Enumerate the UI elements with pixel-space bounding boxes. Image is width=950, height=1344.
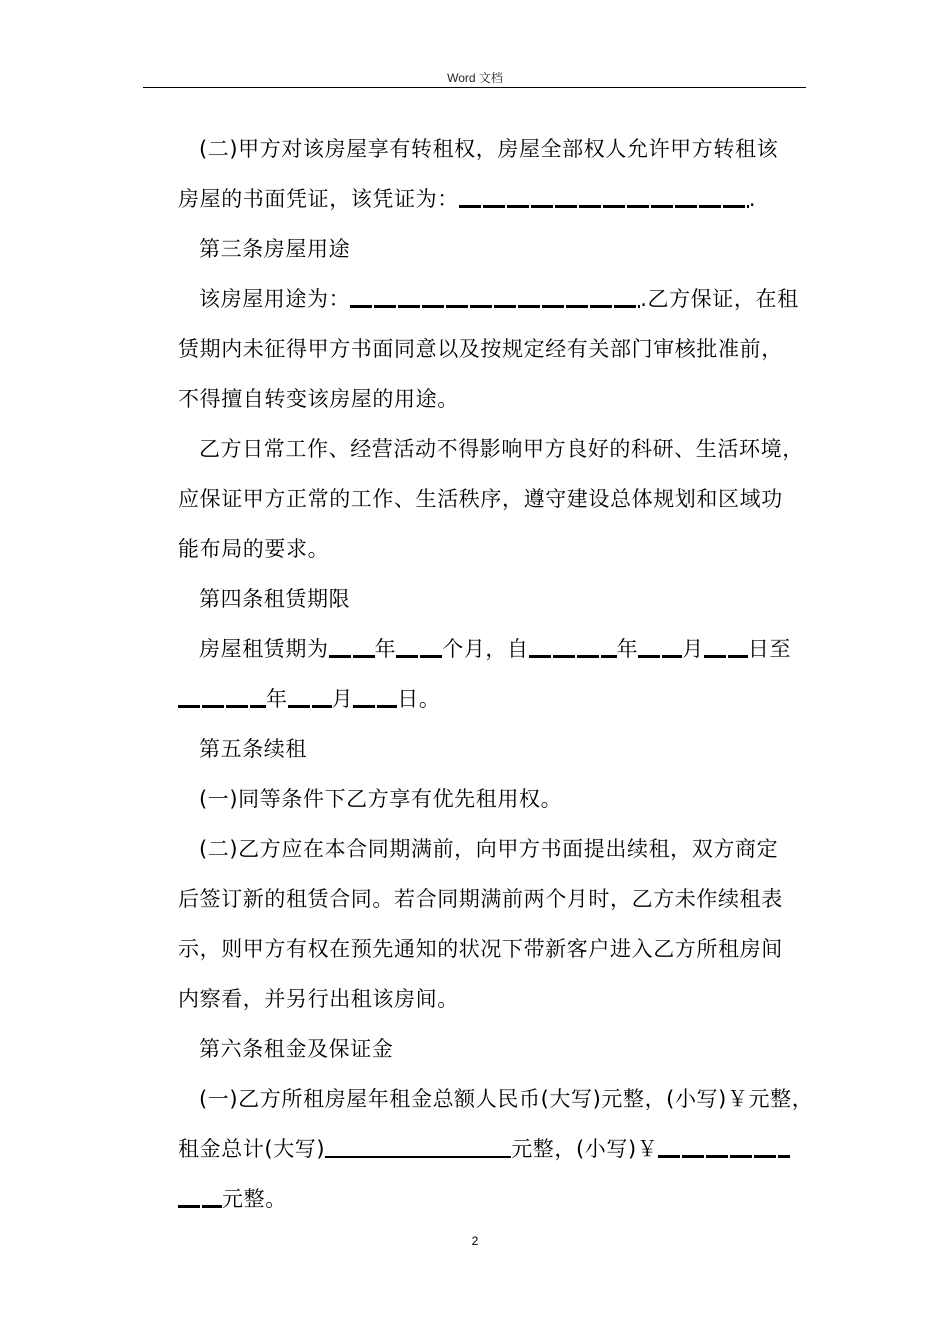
section-title: 第三条房屋用途 <box>199 237 351 261</box>
text-line: 应保证甲方正常的工作、生活秩序，遵守建设总体规划和区域功 <box>178 487 783 511</box>
section-title: 第六条租金及保证金 <box>199 1037 394 1061</box>
paragraph <box>178 624 810 674</box>
paragraph-continuation <box>178 874 810 924</box>
page-header-title: Word 文档 <box>447 71 503 85</box>
blank-field <box>638 635 682 656</box>
text-line: (二)乙方应在本合同期满前，向甲方书面提出续租，双方商定 <box>199 837 779 861</box>
paragraph <box>178 274 810 324</box>
page-number: 2 <box>471 1234 479 1248</box>
text-line: (一)同等条件下乙方享有优先租用权。 <box>199 787 563 811</box>
text-fragment: 年 <box>374 637 397 661</box>
blank-field <box>350 285 640 306</box>
section-heading <box>178 724 810 774</box>
section-title: 第四条租赁期限 <box>199 587 351 611</box>
text-fragment: 年 <box>266 687 288 711</box>
text-line: (二)甲方对该房屋享有转租权，房屋全部权人允许甲方转租该 <box>199 137 779 161</box>
paragraph-continuation <box>178 974 810 1024</box>
text-line: 后签订新的租赁合同。若合同期满前两个月时，乙方未作续租表 <box>178 887 783 911</box>
text-fragment: 年 <box>616 637 639 661</box>
paragraph <box>178 424 810 474</box>
text-line: 赁期内未征得甲方书面同意以及按规定经有关部门审核批准前， <box>178 337 783 361</box>
text-fragment: 月 <box>331 687 354 711</box>
paragraph <box>178 774 810 824</box>
text-line: 能布局的要求。 <box>178 537 330 561</box>
paragraph-continuation <box>178 474 810 524</box>
blank-field <box>288 685 332 706</box>
text-fragment: 日。 <box>397 687 441 711</box>
text-fragment: 月 <box>682 637 704 661</box>
blank-field <box>396 635 442 656</box>
text-fragment: 元整，(小写)￥ <box>511 1137 659 1161</box>
paragraph <box>178 124 810 174</box>
section-title: 第五条续租 <box>199 737 307 761</box>
paragraph-continuation <box>178 324 810 374</box>
text-fragment: 元整。 <box>222 1187 287 1211</box>
text-line: 示，则甲方有权在预先通知的状况下带新客户进入乙方所租房间 <box>178 937 783 961</box>
blank-field <box>178 685 266 706</box>
blank-field <box>353 685 397 706</box>
section-heading <box>178 574 810 624</box>
paragraph-continuation <box>178 1174 810 1224</box>
blank-field <box>529 635 617 656</box>
paragraph-continuation <box>178 174 810 224</box>
text-line: 不得擅自转变该房屋的用途。 <box>178 387 459 411</box>
blank-field <box>704 635 748 656</box>
paragraph-continuation <box>178 374 810 424</box>
document-body <box>178 124 814 1224</box>
blank-field <box>325 1135 511 1156</box>
section-heading <box>178 1024 810 1074</box>
text-fragment: 个月，自 <box>442 637 529 661</box>
text-fragment: 日至 <box>747 637 792 661</box>
paragraph-continuation <box>178 1124 810 1174</box>
paragraph-continuation <box>178 524 810 574</box>
text-line: (一)乙方所租房屋年租金总额人民币(大写)元整，(小写)￥元整， <box>199 1087 814 1111</box>
text-fragment: . <box>748 187 757 211</box>
blank-field <box>459 185 749 206</box>
header-divider <box>143 87 806 88</box>
blank-field <box>658 1135 790 1156</box>
paragraph <box>178 1074 814 1124</box>
text-line: 乙方日常工作、经营活动不得影响甲方良好的科研、生活环境， <box>199 437 804 461</box>
text-line: 房屋的书面凭证，该凭证为： <box>178 187 459 211</box>
text-line: 该房屋用途为： <box>199 287 351 311</box>
paragraph-continuation <box>178 924 810 974</box>
text-fragment: 房屋租赁期为 <box>199 637 329 661</box>
paragraph <box>178 824 810 874</box>
section-heading <box>178 224 810 274</box>
text-line: 内察看，并另行出租该房间。 <box>178 987 459 1011</box>
blank-field <box>329 635 375 656</box>
text-fragment: 租金总计(大写) <box>178 1137 326 1161</box>
paragraph-continuation <box>178 674 810 724</box>
text-fragment: .乙方保证，在租 <box>640 287 799 311</box>
blank-field <box>178 1185 222 1206</box>
